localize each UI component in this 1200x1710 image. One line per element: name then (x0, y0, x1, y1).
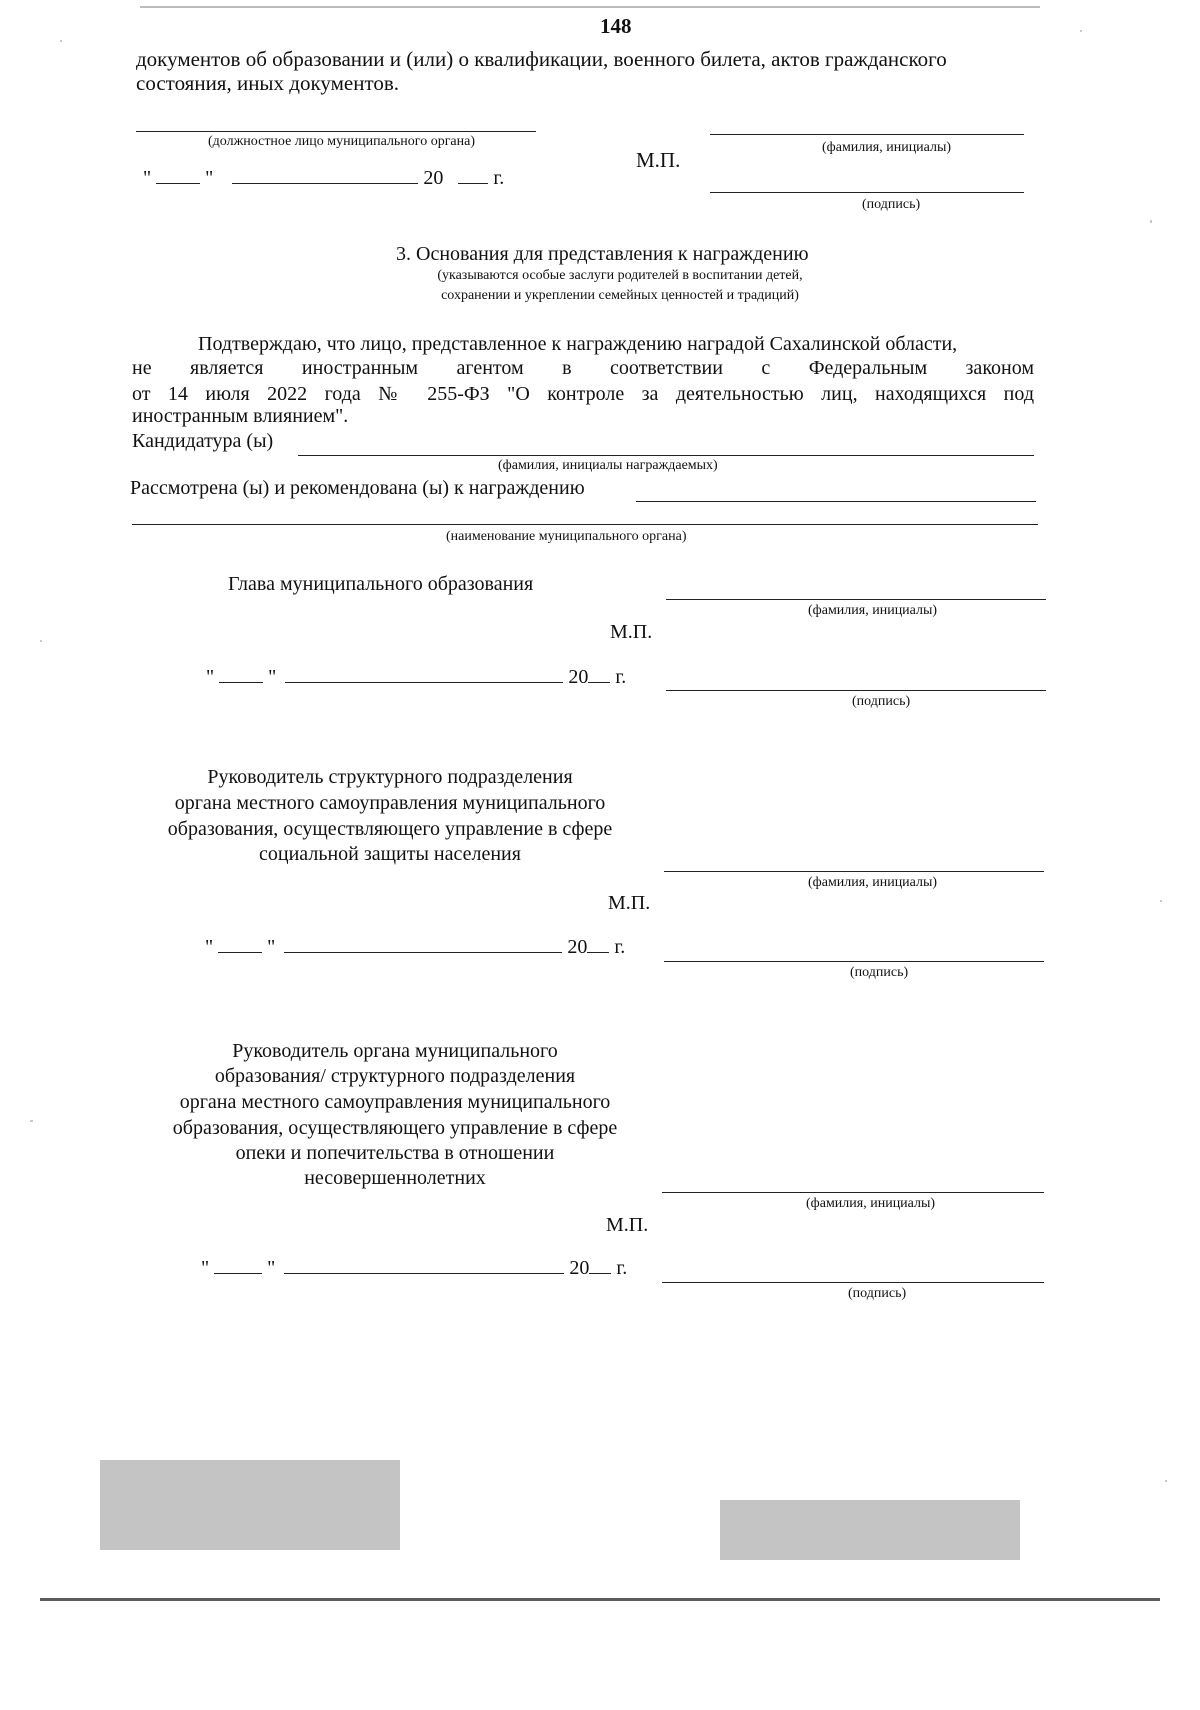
social-title-line-3: образования, осуществляющего управление в сфере (167, 818, 613, 840)
top-paragraph-line-1: документов об образовании и (или) о квалификации, военного билета, актов гражданского (136, 47, 947, 71)
day-blank (214, 1255, 262, 1274)
date-year: 20 (423, 167, 444, 189)
social-name-caption: (фамилия, инициалы) (808, 875, 938, 890)
social-signature-line (664, 961, 1044, 962)
recommendation-label: Рассмотрена (ы) и рекомендована (ы) к награждению (130, 477, 585, 499)
head-signature-caption: (подпись) (852, 694, 911, 709)
date-quote-open: " (143, 167, 152, 189)
candidature-caption: (фамилия, инициалы награждаемых) (498, 458, 718, 473)
guardianship-title-line-5: опеки и попечительства в отношении (235, 1142, 555, 1164)
section-3-note-line-1: (указываются особые заслуги родителей в воспитании детей, (437, 268, 803, 283)
head-date-row (206, 664, 626, 689)
guardianship-title-line-1: Руководитель органа муниципального (232, 1040, 558, 1062)
social-signature-caption: (подпись) (850, 965, 909, 980)
signature-line-1 (710, 192, 1024, 193)
head-signature-line (666, 690, 1046, 691)
date-suffix: г. (615, 666, 627, 688)
guardianship-date-row (201, 1255, 627, 1280)
top-paragraph-line-2: состояния, иных документов. (136, 71, 400, 95)
social-title-line-4: социальной защиты населения (259, 843, 521, 865)
social-date-row (205, 934, 625, 959)
date-year: 20 (569, 1257, 590, 1279)
scan-top-edge (140, 6, 1040, 8)
social-title-line-1: Руководитель структурного подразделения (207, 766, 573, 788)
section-3-heading: 3. Основания для представления к награждению (396, 243, 809, 265)
stamp-label-1: М.П. (636, 148, 681, 172)
guardianship-signature-line (662, 1282, 1044, 1283)
signature-caption-1: (подпись) (862, 197, 921, 212)
scan-speck (1165, 1480, 1167, 1482)
name-caption-1: (фамилия, инициалы) (822, 140, 952, 155)
guardianship-stamp-label: М.П. (606, 1214, 649, 1236)
confirmation-line-1: Подтверждаю, что лицо, представленное к награждению наградой Сахалинской области, (198, 333, 958, 355)
year-blank (458, 165, 488, 184)
guardianship-title-line-2: образования/ структурного подразделения (214, 1065, 576, 1087)
recommendation-line-2 (132, 524, 1038, 525)
date-quote-open: " (206, 666, 215, 688)
social-title-line-2: органа местного самоуправления муниципального (174, 792, 606, 814)
guardianship-title-line-3: органа местного самоуправления муниципального (179, 1091, 611, 1113)
year-blank (588, 664, 610, 683)
month-blank (284, 934, 562, 953)
date-suffix: г. (493, 167, 505, 189)
date-quote-close: " (205, 167, 214, 189)
section-3-note-line-2: сохранении и укреплении семейных ценностей и традиций) (441, 288, 799, 303)
year-blank (587, 934, 609, 953)
date-year: 20 (567, 936, 588, 958)
scan-speck (30, 1120, 33, 1122)
confirmation-line-3: от 14 июля 2022 года № 255-ФЗ "О контроле за деятельностью лиц, находящихся под (132, 383, 1034, 405)
social-name-line (664, 871, 1044, 872)
head-name-caption: (фамилия, инициалы) (808, 603, 938, 618)
name-line-1 (710, 134, 1024, 135)
day-blank (218, 934, 262, 953)
candidature-label: Кандидатура (ы) (132, 430, 274, 452)
date-quote-open: " (205, 936, 214, 958)
page-number: 148 (600, 14, 632, 38)
day-blank (219, 664, 263, 683)
guardianship-name-line (662, 1192, 1044, 1193)
date-suffix: г. (616, 1257, 628, 1279)
date-quote-close: " (267, 936, 276, 958)
date-quote-close: " (268, 666, 277, 688)
scan-speck (60, 40, 62, 42)
candidature-line (298, 455, 1034, 456)
scan-speck (1080, 30, 1082, 32)
official-line (136, 131, 536, 132)
guardianship-name-caption: (фамилия, инициалы) (806, 1196, 936, 1211)
guardianship-signature-caption: (подпись) (848, 1286, 907, 1301)
scan-speck (1160, 900, 1162, 902)
scan-speck (1150, 220, 1152, 223)
guardianship-title-line-4: образования, осуществляющего управление в сфере (172, 1117, 618, 1139)
recommendation-caption: (наименование муниципального органа) (446, 529, 687, 544)
head-name-line (666, 599, 1046, 600)
social-stamp-label: М.П. (608, 892, 651, 914)
date-row-1 (143, 165, 504, 190)
date-suffix: г. (614, 936, 626, 958)
head-stamp-label: М.П. (610, 621, 653, 643)
confirmation-line-4: иностранным влиянием". (132, 405, 349, 427)
month-blank (285, 664, 563, 683)
guardianship-title-line-6: несовершеннолетних (304, 1167, 486, 1189)
recommendation-line-1 (636, 501, 1036, 502)
day-blank (156, 165, 200, 184)
scan-dither-block (720, 1500, 1020, 1560)
head-title: Глава муниципального образования (228, 573, 534, 595)
scan-speck (40, 640, 42, 642)
scan-dither-block (100, 1460, 400, 1550)
year-blank (589, 1255, 611, 1274)
month-blank (284, 1255, 564, 1274)
scan-bottom-edge (40, 1598, 1160, 1601)
official-caption: (должностное лицо муниципального органа) (208, 134, 476, 149)
month-blank (232, 165, 418, 184)
date-quote-close: " (267, 1257, 276, 1279)
date-quote-open: " (201, 1257, 210, 1279)
confirmation-line-2: не является иностранным агентом в соответствии с Федеральным законом (132, 357, 1034, 379)
date-year: 20 (568, 666, 589, 688)
